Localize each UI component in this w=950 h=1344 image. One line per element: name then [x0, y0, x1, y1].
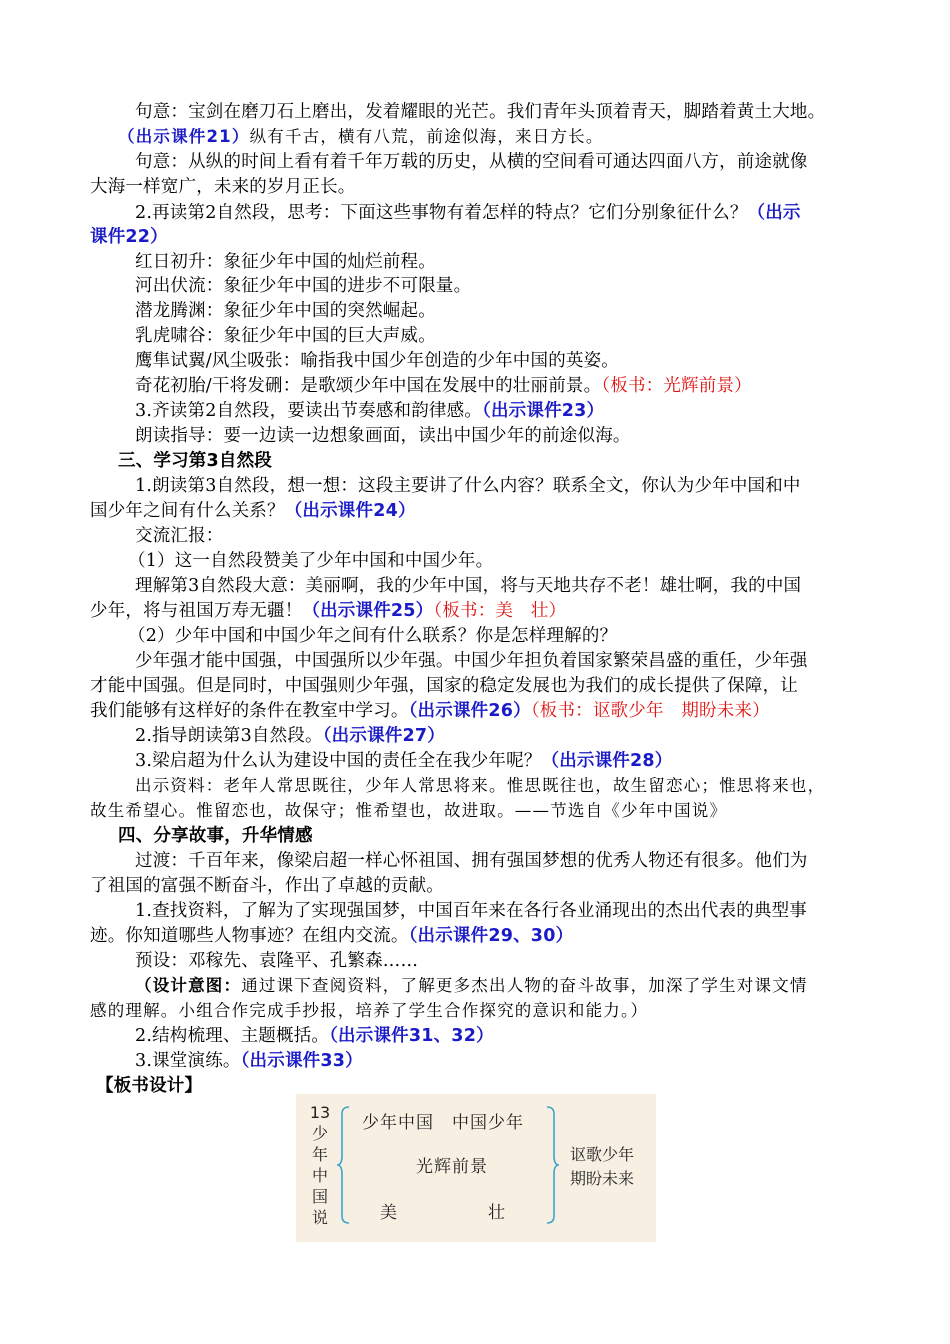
text-segment: 2.指导朗读第3自然段。	[135, 726, 323, 746]
board-design-figure	[296, 1094, 656, 1242]
text-line	[90, 874, 444, 898]
board-top-text: 少年中国 中国少年	[362, 1113, 524, 1133]
section-heading: 【板书设计】	[96, 1076, 203, 1096]
text-line	[135, 1024, 494, 1048]
text-segment: 句意：从纵的时间上看有着千年万载的历史，从横的空间看可通达四面八方，前途就像	[135, 152, 808, 172]
board-title: 13少年中国说	[309, 1103, 331, 1227]
text-segment: 红日初升：象征少年中国的灿烂前程。	[135, 252, 436, 272]
text-line	[90, 175, 356, 199]
text-line	[135, 299, 436, 323]
text-segment: 1.朗读第3自然段，想一想：这段主要讲了什么内容？联系全文，你认为少年中国和中	[135, 476, 801, 496]
text-segment: 1.查找资料，了解为了实现强国梦，中国百年来在各行各业涌现出的杰出代表的典型事	[135, 901, 807, 921]
text-segment: 3.梁启超为什么认为建设中国的责任全在我少年呢？	[135, 751, 542, 771]
text-line	[135, 949, 418, 973]
board-note: （板书：讴歌少年 期盼未来）	[530, 701, 770, 721]
text-segment: 国少年之间有什么关系？	[90, 501, 285, 521]
text-segment: （2）少年中国和中国少年之间有什么联系？你是怎样理解的？	[128, 626, 618, 646]
text-line	[135, 424, 631, 448]
text-segment: 大海一样宽广，未来的岁月正长。	[90, 177, 356, 197]
text-segment: 通过课下查阅资料，了解更多杰出人物的奋斗故事，加深了学生对课文情	[241, 976, 808, 995]
text-line	[135, 399, 604, 423]
text-segment: 3.课堂演练。	[135, 1051, 241, 1071]
text-segment: 奇花初胎/干将发硎：是歌颂少年中国在发展中的壮丽前景。	[135, 376, 602, 396]
right-brace-icon	[546, 1106, 560, 1224]
courseware-ref: （出示课件26）	[408, 701, 531, 721]
text-line	[135, 100, 825, 124]
text-segment: 朗读指导：要一边读一边想象画面，读出中国少年的前途似海。	[135, 426, 631, 446]
text-segment: 2.再读第2自然段，思考：下面这些事物有着怎样的特点？它们分别象征什么？	[135, 203, 748, 223]
text-segment: 出示资料：老年人常思既往，少年人常思将来。惟思既往也，故生留恋心；惟思将来也，	[135, 776, 826, 795]
text-line	[135, 649, 808, 673]
text-segment: 少年强才能中国强，中国强所以少年强。中国少年担负着国家繁荣昌盛的重任，少年强	[135, 651, 808, 671]
text-line	[118, 449, 272, 473]
text-line	[90, 699, 770, 723]
text-line	[90, 674, 798, 698]
text-segment: 乳虎啸谷：象征少年中国的巨大声威。	[135, 326, 436, 346]
text-line	[135, 474, 801, 498]
text-line	[135, 274, 471, 298]
text-line	[135, 324, 436, 348]
text-line	[135, 524, 224, 548]
text-line	[135, 749, 672, 773]
text-line	[135, 374, 752, 398]
text-line	[118, 824, 313, 848]
courseware-ref: （出示课件27）	[322, 726, 445, 746]
text-segment: 故生希望心。惟留恋也，故保守；惟希望也，故进取。——节选自《少年中国说》	[90, 801, 728, 820]
text-line	[135, 574, 801, 598]
courseware-ref: （出示课件31、32）	[329, 1026, 494, 1046]
text-line	[90, 999, 648, 1023]
text-line	[118, 125, 604, 149]
courseware-ref: （出示课件28）	[541, 751, 673, 771]
courseware-ref: （出示	[747, 203, 801, 223]
text-segment: 句意：宝剑在磨刀石上磨出，发着耀眼的光芒。我们青年头顶着青天，脚踏着黄土大地。	[135, 102, 826, 122]
courseware-ref: （出示课件25）	[302, 601, 434, 621]
text-line	[135, 899, 807, 923]
text-segment: 了祖国的富强不断奋斗，作出了卓越的贡献。	[90, 876, 444, 896]
text-segment: 预设：邓稼先、袁隆平、孔繁森……	[135, 951, 419, 971]
courseware-ref: （出示课件23）	[482, 401, 605, 421]
text-line	[96, 1074, 202, 1098]
text-segment: 2.结构梳理、主题概括。	[135, 1026, 330, 1046]
text-line	[135, 349, 619, 373]
courseware-ref: （出示课件29、30）	[408, 926, 574, 946]
text-segment: 潜龙腾渊：象征少年中国的突然崛起。	[135, 301, 436, 321]
text-segment: 纵有千古，横有八荒，前途似海，来日方长。	[249, 127, 604, 146]
courseware-ref: （出示课件21）	[118, 127, 250, 146]
text-segment: 理解第3自然段大意：美丽啊，我的少年中国，将与天地共存不老！雄壮啊，我的中国	[135, 576, 802, 596]
text-segment: 鹰隼试翼/风尘吸张：喻指我中国少年创造的少年中国的英姿。	[135, 351, 619, 371]
text-segment: （1）这一自然段赞美了少年中国和中国少年。	[128, 551, 494, 571]
board-middle-text: 光辉前景	[416, 1157, 488, 1177]
text-segment: 交流汇报：	[135, 526, 224, 546]
board-right-line2: 期盼未来	[570, 1169, 635, 1188]
section-heading: 三、学习第3自然段	[118, 451, 272, 471]
courseware-ref: （出示课件33）	[240, 1051, 363, 1071]
text-line	[90, 225, 168, 249]
board-bottom-right: 壮	[488, 1203, 505, 1223]
text-segment: 河出伏流：象征少年中国的进步不可限量。	[135, 276, 472, 296]
board-right-line1: 讴歌少年	[570, 1145, 635, 1164]
text-line	[135, 150, 808, 174]
text-line	[135, 201, 801, 225]
text-segment: 少年，将与祖国万寿无疆！	[90, 601, 303, 621]
text-line	[90, 924, 573, 948]
text-segment: 感的理解。小组合作完成手抄报，培养了学生合作探究的意识和能力。）	[90, 1001, 649, 1020]
text-segment: 3.齐读第2自然段，要读出节奏感和韵律感。	[135, 401, 483, 421]
text-line	[135, 1049, 363, 1073]
text-line	[128, 624, 617, 648]
section-heading: 四、分享故事，升华情感	[118, 826, 313, 846]
board-note: （板书：光辉前景）	[601, 376, 752, 396]
text-segment: 迹。你知道哪些人物事迹？在组内交流。	[90, 926, 409, 946]
text-line	[128, 549, 493, 573]
board-bottom-left: 美	[380, 1203, 397, 1223]
text-line	[90, 799, 727, 823]
text-line	[135, 250, 436, 274]
text-segment: 才能中国强。但是同时，中国强则少年强，国家的稳定发展也为我们的成长提供了保障，让	[90, 676, 798, 696]
text-line	[135, 849, 808, 873]
text-line	[135, 724, 445, 748]
board-note: （板书：美 壮）	[433, 601, 567, 621]
text-line	[135, 974, 808, 998]
text-line	[90, 599, 566, 623]
text-line	[90, 499, 416, 523]
text-segment: 过渡：千百年来，像梁启超一样心怀祖国、拥有强国梦想的优秀人物还有很多。他们为	[135, 851, 808, 871]
section-heading: （设计意图：	[135, 976, 242, 995]
courseware-ref: 课件22）	[90, 227, 168, 247]
text-line	[135, 774, 825, 798]
text-segment: 我们能够有这样好的条件在教室中学习。	[90, 701, 409, 721]
left-brace-icon	[336, 1106, 350, 1224]
courseware-ref: （出示课件24）	[284, 501, 416, 521]
